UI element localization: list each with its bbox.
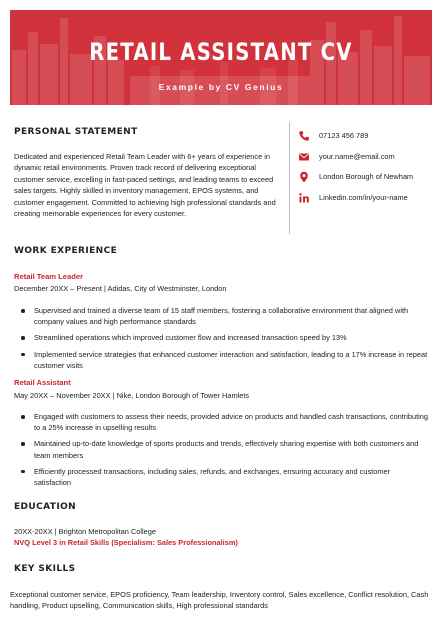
cv-title: RETAIL ASSISTANT CV [89, 38, 353, 66]
email-icon [298, 151, 310, 163]
phone-icon [298, 130, 310, 142]
job-meta: December 20XX – Present | Adidas, City of Westminster, London [14, 284, 227, 293]
header-banner [10, 10, 432, 105]
contact-email-text: your.name@email.com [319, 152, 395, 161]
list-item: Implemented service strategies that enhanced customer interaction and satisfaction, leading to a 17% increase in repeat customer visits [14, 349, 429, 371]
education-line: 20XX-20XX | Brighton Metropolitan College [14, 527, 157, 536]
list-item: Supervised and trained a diverse team of 15 staff members, fostering a collaborative environment that aligned with company values and high performance standards [14, 305, 429, 327]
list-item: Engaged with customers to assess their needs, provided advice on products and handled cash transactions, contributing to a 25% increase in upselling results [14, 411, 429, 433]
job-title: Retail Assistant [14, 378, 71, 387]
list-item: Streamlined operations which improved customer flow and increased transaction speed by 13% [14, 332, 429, 343]
linkedin-icon [298, 192, 310, 204]
job-bullet-list [14, 305, 429, 376]
cv-subtitle: Example by CV Genius [158, 82, 284, 92]
key-skills-heading: KEY SKILLS [14, 564, 76, 574]
key-skills-text: Exceptional customer service, EPOS proficiency, Team leadership, Inventory control, Sales excellence, Conflict resolution, Cash handling, Product upselling, Communication skills, High professional standards [10, 590, 429, 611]
contact-location-text: London Borough of Newham [319, 172, 414, 181]
list-item: Maintained up-to-date knowledge of sports products and trends, effectively sharing expertise with both customers and team members [14, 438, 429, 460]
education-qualification: NVQ Level 3 in Retail Skills (Specialism: Sales Professionalism) [14, 538, 238, 547]
education-heading: EDUCATION [14, 502, 77, 512]
job-bullet-list [14, 411, 429, 493]
section-divider [289, 122, 290, 234]
contact-linkedin-text: Linkedin.com/in/your-name [319, 193, 408, 202]
contact-phone-text: 07123 456 789 [319, 131, 369, 140]
list-item: Efficiently processed transactions, including sales, refunds, and exchanges, ensuring accuracy and customer satisfaction [14, 466, 429, 488]
personal-statement-text: Dedicated and experienced Retail Team Leader with 6+ years of experience in dynamic retail environments. Proven track record of delivering exceptional customer service, excelling in fast-paced settings, and leading teams to exceed sales targets. Highly skilled in inventory management, EPOS systems, and customer engagement. Committed to achieving high professional standards and creating memorable experiences for every customer. [14, 152, 276, 219]
personal-statement-heading: PERSONAL STATEMENT [14, 127, 138, 137]
work-experience-heading: WORK EXPERIENCE [14, 246, 118, 256]
job-title: Retail Team Leader [14, 272, 84, 281]
location-icon [298, 171, 310, 183]
job-meta: May 20XX – November 20XX | Nike, London Borough of Tower Hamlets [14, 391, 250, 400]
